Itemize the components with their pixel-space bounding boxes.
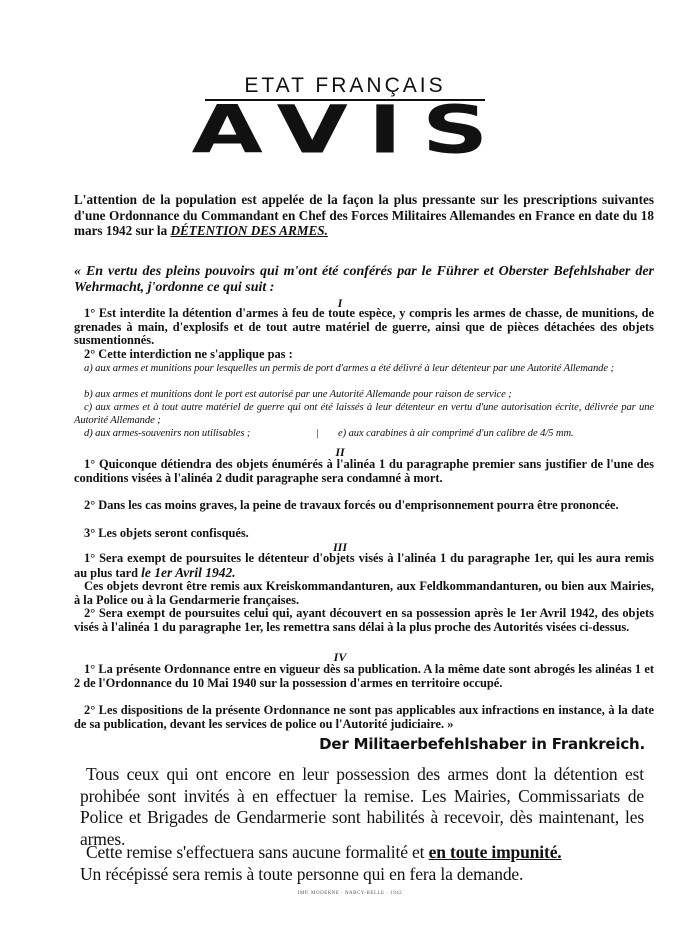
section-1-title: I: [337, 296, 343, 310]
section-4-title: IV: [333, 650, 347, 664]
decree-intro: « En vertu des pleins pouvoirs qui m'ont été conférés par le Führer et Oberster Befehlshaber der Wehrmacht, j'ordonne ce qui suit :: [74, 264, 654, 295]
section-3-deadline: le 1er Avril 1942.: [141, 564, 236, 580]
section-2-title: II: [335, 445, 345, 459]
intro-subject: DÉTENTION DES ARMES.: [170, 223, 328, 238]
section-3-para-1-text: 1° Sera exempt de poursuites le détenteur d'objets visés à l'alinéa 1 du paragraphe 1er, qui les aura remis au plus tard: [74, 551, 654, 580]
closing-paragraph-2: [80, 842, 644, 864]
section-1-item-b: b) aux armes et munitions dont le port est autorisé par une Autorité Allemande pour raison de service ;: [84, 389, 512, 400]
section-3-title: III: [332, 540, 347, 554]
section-1-item-d: d) aux armes-souvenirs non utilisables ;: [84, 428, 251, 439]
etat-francais-heading: ETAT FRANÇAIS: [205, 74, 485, 101]
section-1-item-c: c) aux armes et à tout autre matériel de guerre qui ont été laissés à leur détenteur en vertu d'une autorisation écrite, délivrée par une Autorité Allemande ;: [74, 402, 654, 426]
impunity-emphasis: en toute impunité.: [428, 842, 562, 862]
section-1-item-e: e) aux carabines à air comprimé d'un calibre de 4/5 mm.: [338, 428, 574, 439]
section-2-para-1: 1° Quiconque détiendra des objets énumérés à l'alinéa 1 du paragraphe premier sans justifier de l'une des conditions visées à l'alinéa 2 dudit paragraphe sera condamné à mort.: [74, 457, 654, 485]
closing-paragraph-3: Un récépissé sera remis à toute personne qui en fera la demande.: [80, 864, 524, 884]
signature: Der Militaerbefehlshaber in Frankreich.: [319, 735, 645, 753]
intro-text: L'attention de la population est appelée de la façon la plus pressante sur les prescriptions suivantes d'une Ordonnance du Commandant en Chef des Forces Militaires Allemandes en France en date du 18 mars 1942 sur la: [74, 192, 654, 238]
section-1-para-1: 1° Est interdite la détention d'armes à feu de toute espèce, y compris les armes de chasse, de munitions, de grenades à main, d'explosifs et de tout autre matériel de guerre, ainsi que de pièces détachées des objets susmentionnés.: [74, 306, 654, 348]
section-1-para-2: 2° Cette interdiction ne s'applique pas :: [84, 347, 293, 361]
section-3-para-2: 2° Sera exempt de poursuites celui qui, ayant découvert en sa possession après le 1er Avril 1942, des objets visés à l'alinéa 1 du paragraphe 1er, les remettra sans délai à la plus proche des Autorités visées ci-dessus.: [74, 606, 654, 634]
closing-paragraph-2-text: Cette remise s'effectuera sans aucune formalité et: [86, 842, 425, 862]
section-4-para-1: 1° La présente Ordonnance entre en vigueur dès sa publication. A la même date sont abrogés les alinéas 1 et 2 de l'Ordonnance du 10 Mai 1940 sur la possession d'armes en territoire occupé.: [74, 662, 654, 690]
section-1-item-a: a) aux armes et munitions pour lesquelles un permis de port d'armes a été délivré à leur détenteur par une Autorité Allemande ;: [84, 363, 614, 374]
section-1-separator: |: [316, 428, 319, 439]
intro-paragraph: [74, 192, 654, 239]
section-3-para-1-cont: Ces objets devront être remis aux Kreiskommandanturen, aux Feldkommandanturen, ou bien aux Mairies, à la Police ou à la Gendarmerie françaises.: [74, 579, 654, 607]
avis-title: AVIS: [191, 91, 509, 169]
closing-paragraph-1: Tous ceux qui ont encore en leur possession des armes dont la détention est prohibée sont invités à en effectuer la remise. Les Mairies, Commissariats de Police et Brigades de Gendarmerie sont habilités à recevoir, dès maintenant, les armes.: [80, 764, 644, 849]
section-4-para-2: 2° Les dispositions de la présente Ordonnance ne sont pas applicables aux infractions en instance, à la date de sa publication, devant les services de police ou l'Autorité judiciaire. »: [74, 703, 654, 731]
section-3-para-1: [74, 552, 654, 580]
section-2-para-2: 2° Dans les cas moins graves, la peine de travaux forcés ou d'emprisonnement pourra être prononcée.: [84, 498, 619, 512]
printer-imprint: IMP. MODERNE · NARCY-BELLE · 1942: [297, 891, 403, 896]
section-2-para-3: 3° Les objets seront confisqués.: [84, 526, 249, 540]
